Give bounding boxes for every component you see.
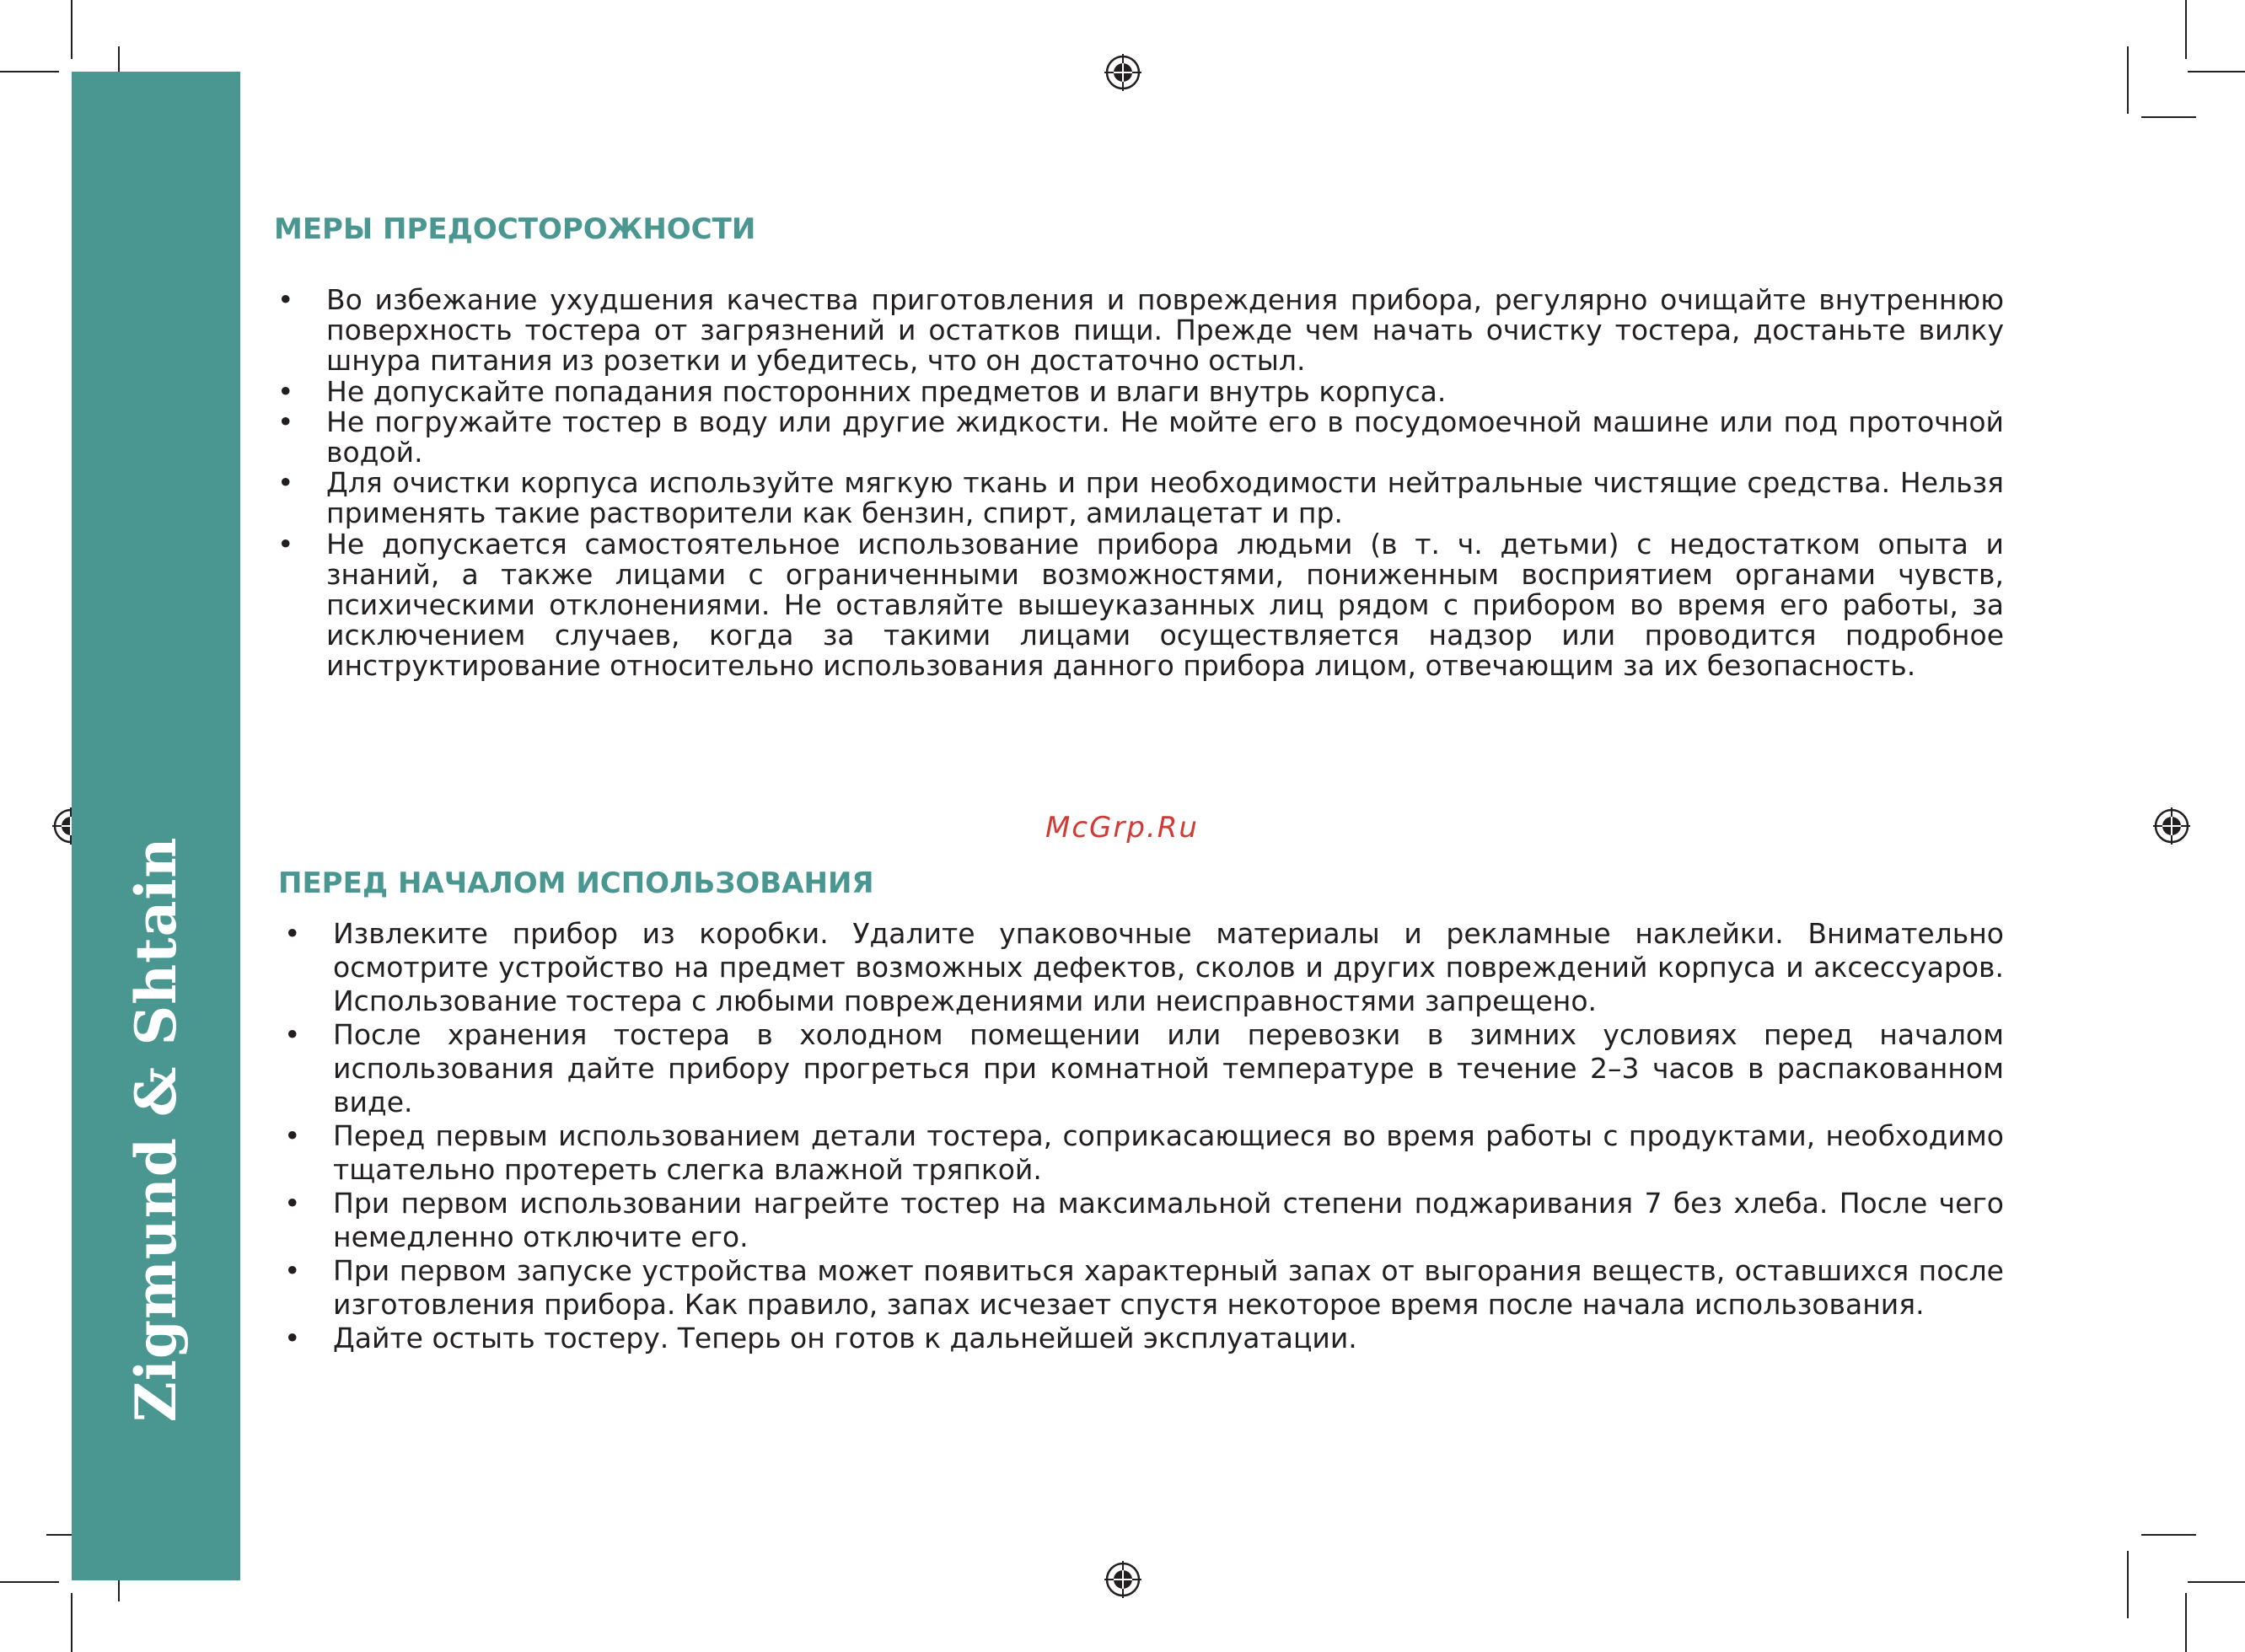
bullet-icon: • [284,1254,301,1287]
list-item: • Не допускается самостоятельное использование прибора людьми (в т. ч. детьми) с недостатком опыта и знаний, а также лицами с ограниченными возможностями, пониженным восприятием органами чувств, психическими отклонениями. Не оставляйте вышеуказанных лиц рядом с прибором во время его работы, за исключением случаев, когда за такими лицами осуществляется надзор или проводится подробное инструктирование относительно использования данного прибора лицом, отвечающим за их безопасность. [277,527,2004,683]
bullet-icon: • [284,1322,301,1354]
section-title-precautions: МЕРЫ ПРЕДОСТОРОЖНОСТИ [274,212,756,246]
bullet-icon: • [277,466,294,500]
list-item: • При первом использовании нагрейте тостер на максимальной степени поджаривания 7 без хлеба. После чего немедленно отключите его. [284,1187,2004,1253]
registration-mark-right [2153,807,2190,845]
crop-mark-bottom-right-h1 [2188,1581,2245,1583]
crop-mark-bottom-right-v2 [2127,1551,2129,1618]
list-item: • Дайте остыть тостеру. Теперь он готов к дальнейшей эксплуатации. [284,1322,1357,1354]
bullet-icon: • [277,527,294,560]
bullet-icon: • [277,283,294,316]
before-use-list [284,917,2004,1355]
watermark-text: McGrp.Ru [1045,811,1199,845]
bullet-icon: • [284,1018,301,1051]
precautions-list [277,283,2004,683]
bullet-icon: • [284,1119,301,1152]
list-item: • Перед первым использованием детали тостера, соприкасающиеся во время работы с продуктами, необходимо тщательно протереть слегка влажной тряпкой. [284,1119,2004,1186]
bullet-icon: • [284,1187,301,1220]
crop-mark-top-right-h1 [2188,71,2245,72]
list-item: • Не допускайте попадания посторонних предметов и влаги внутрь корпуса. [277,374,1447,408]
list-item: • Для очистки корпуса используйте мягкую ткань и при необходимости нейтральные чистящие средства. Нельзя применять такие растворители как бензин, спирт, амилацетат и пр. [277,466,2004,530]
crop-mark-top-left-h [0,71,59,72]
list-item: • После хранения тостера в холодном помещении или перевозки в зимних условиях перед началом использования дайте прибору прогреться при комнатной температуре в течение 2–3 часов в распакованном виде. [284,1018,2004,1118]
list-item: • Извлеките прибор из коробки. Удалите упаковочные материалы и рекламные наклейки. Внимательно осмотрите устройство на предмет возможных дефектов, сколов и других повреждений корпуса и аксессуаров. Использование тостера с любыми повреждениями или неисправностями запрещено. [284,917,2004,1017]
crop-mark-bottom-right-h2 [2141,1534,2196,1536]
crop-mark-bottom-right-v1 [2185,1593,2187,1652]
crop-mark-top-right-v1 [2185,0,2187,59]
crop-mark-top-right-v2 [2127,46,2129,114]
list-item: • При первом запуске устройства может появиться характерный запах от выгорания веществ, оставшихся после изготовления прибора. Как правило, запах исчезает спустя некоторое время после начала использования. [284,1254,2004,1321]
bullet-icon: • [277,405,294,438]
crop-mark-bottom-left-v1 [71,1593,73,1652]
registration-mark-bottom [1104,1561,1141,1598]
brand-logo: Zigmund & Shtain [123,836,189,1423]
crop-mark-top-left-v1 [71,0,73,59]
list-item: • Не погружайте тостер в воду или другие жидкости. Не мойте его в посудомоечной машине или под проточной водой. [277,405,2004,469]
bullet-icon: • [284,917,301,950]
crop-mark-top-right-h2 [2141,116,2196,118]
bullet-icon: • [277,374,294,408]
list-item: • Во избежание ухудшения качества приготовления и повреждения прибора, регулярно очищайте внутреннюю поверхность тостера от загрязнений и остатков пищи. Прежде чем начать очистку тостера, достаньте вилку шнура питания из розетки и убедитесь, что он достаточно остыл. [277,283,2004,378]
registration-mark-top [1104,54,1141,91]
crop-mark-bottom-left-h1 [0,1581,59,1583]
section-title-before-use: ПЕРЕД НАЧАЛОМ ИСПОЛЬЗОВАНИЯ [278,866,874,900]
